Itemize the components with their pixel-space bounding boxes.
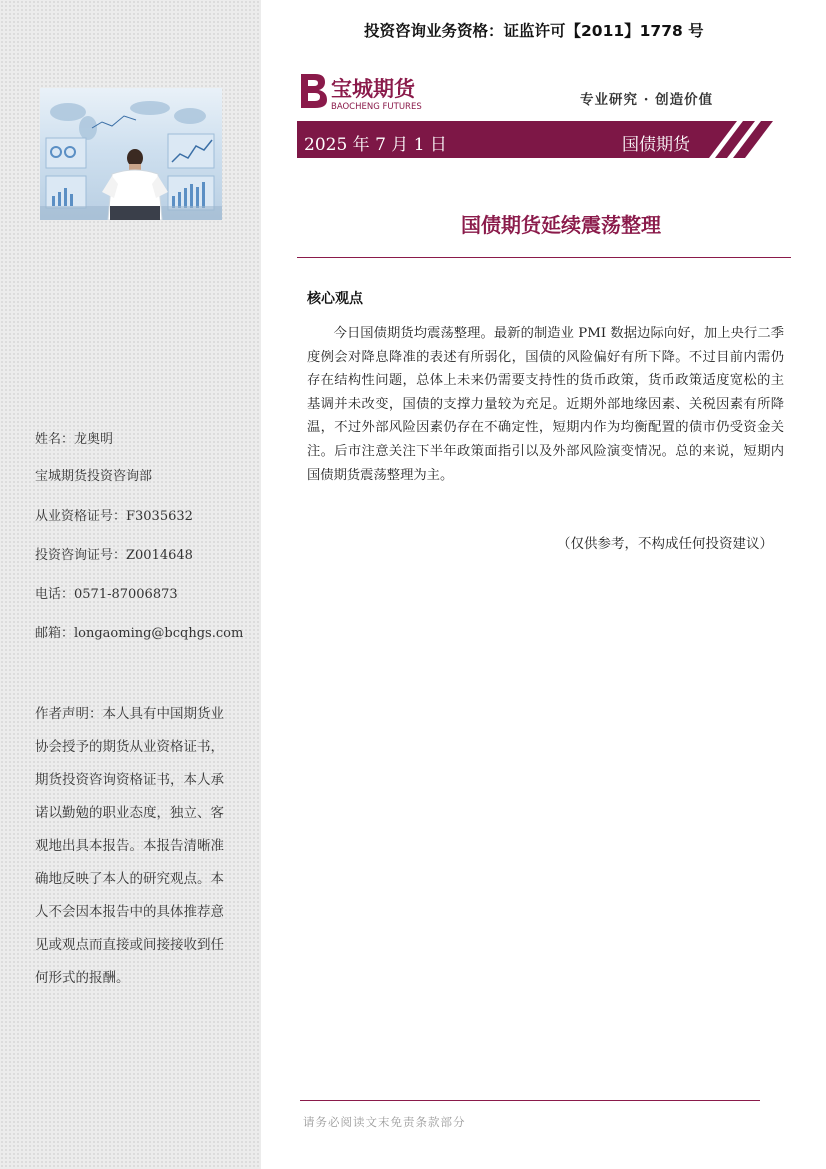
report-category: 国债期货 bbox=[622, 135, 690, 155]
sidebar bbox=[0, 0, 261, 1169]
slogan: 专业研究 · 创造价值 bbox=[580, 92, 714, 108]
title-divider bbox=[297, 257, 791, 258]
author-name: 姓名：龙奥明 bbox=[35, 432, 114, 447]
license-text: 投资咨询业务资格：证监许可【2011】1778 号 bbox=[364, 22, 704, 40]
section-heading: 核心观点 bbox=[307, 291, 363, 307]
report-date: 2025 年 7 月 1 日 bbox=[304, 135, 447, 155]
businessman-screens-image bbox=[40, 88, 222, 220]
footer-note: 请务必阅读文末免责条款部分 bbox=[303, 1115, 466, 1129]
logo-cn-text: 宝城期货 bbox=[331, 77, 415, 101]
footer-divider bbox=[300, 1100, 760, 1101]
logo-mark-icon bbox=[297, 70, 437, 112]
author-consult-cert: 投资咨询证号：Z0014648 bbox=[35, 548, 193, 563]
report-title: 国债期货延续震荡整理 bbox=[461, 213, 661, 237]
author-department: 宝城期货投资咨询部 bbox=[35, 469, 153, 484]
brand-logo bbox=[297, 70, 437, 112]
logo-en-text: BAOCHENG FUTURES bbox=[331, 102, 422, 112]
author-statement: 作者声明：本人具有中国期货业协会授予的期货从业资格证书，期货投资咨询资格证书，本人承诺以勤勉的职业态度，独立、客观地出具本报告。本报告清晰准确地反映了本人的研究观点。本人不会因本报告中的具体推荐意见或观点而直接或间接接收到任何形式的报酬。 bbox=[35, 706, 224, 986]
author-qualification: 从业资格证号：F3035632 bbox=[35, 509, 193, 524]
investment-disclaimer: （仅供参考，不构成任何投资建议） bbox=[557, 536, 773, 552]
author-phone: 电话：0571-87006873 bbox=[35, 587, 178, 602]
cover-photo bbox=[40, 88, 222, 220]
report-body: 今日国债期货均震荡整理。最新的制造业 PMI 数据边际向好，加上央行二季度例会对降息降准的表述有所弱化，国债的风险偏好有所下降。不过目前内需仍存在结构性问题，总体上未来仍需要支持性的货币政策，货币政策适度宽松的主基调并未改变，国债的支撑力量较为充足。近期外部地缘因素、关税因素有所降温，不过外部风险因素仍存在不确定性，短期内作为均衡配置的债市仍受资金关注。后市注意关注下半年政策面指引以及外部风险演变情况。总的来说，短期内国债期货震荡整理为主。 bbox=[307, 326, 784, 483]
author-email[interactable]: 邮箱：longaoming@bcqhgs.com bbox=[35, 626, 244, 641]
